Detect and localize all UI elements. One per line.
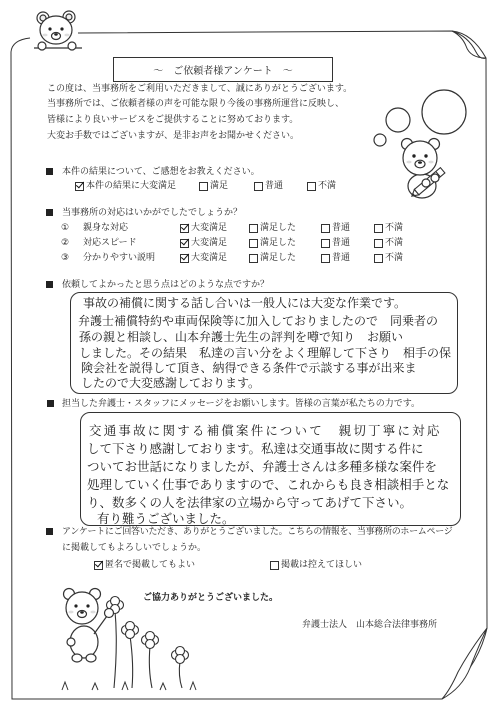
checkbox [374,254,383,263]
checkbox [249,239,258,248]
checkbox [180,254,189,263]
handwritten-line: ついてお世話になりましたが、弁護士さんは多種多様な案件を [87,459,438,474]
q2-option [249,238,296,249]
q2-heading: 当事務所の対応はいかがでしたでしょうか？ [62,208,243,218]
option-label: 満足 [210,181,229,191]
option-label: 普通 [332,238,351,248]
grass-icon [62,682,196,690]
option-label: 普通 [265,181,284,191]
q2-option [321,238,350,249]
option-label: 満足した [260,223,297,233]
q2-option [321,223,350,234]
q2-row-label: 対応スピード [83,238,137,248]
option-label: 満足した [260,253,297,263]
q4-answer-box [80,412,461,526]
section-bullet [47,400,54,407]
option-label: 不満 [385,238,404,248]
bear-with-pencil-illustration [368,86,474,204]
handwritten-line: 有り難うございました。 [97,511,235,526]
option-label: 大変満足 [191,238,228,248]
q5-option-anonymous-ok [94,560,195,571]
checkbox [75,182,84,191]
q2-option [180,238,227,249]
q1-option [199,181,228,192]
q4-heading: 担当した弁護士・スタッフにメッセージをお願いします。皆様の言葉が私たちの力です。 [62,399,421,409]
page-curl-top-right [452,31,486,58]
section-bullet [46,168,53,175]
handwritten-line: 険会社を説得して頂き、納得できる条件で示談する事が出来ま [81,361,417,375]
checkbox [180,224,189,233]
intro-line: 大変お手数ではございますが、是非お声をお聞かせください。 [47,131,300,141]
q1-heading: 本件の結果について、ご感想をお教えください。 [62,167,260,177]
firm-name: 弁護士法人 山本総合法律事務所 [302,620,438,630]
clover-stems [114,611,182,688]
section-bullet [46,281,53,288]
option-label: 大変満足 [191,223,228,233]
handwritten-line: り、数多くの人を法律家の立場から守ってあげて下さい。 [87,495,413,510]
bear-icon [64,589,114,663]
checkbox [249,224,258,233]
q5-option-decline [270,560,362,571]
q3-heading: 依頼してよかったと思う点はどのような点ですか？ [62,280,270,290]
q2-option [249,223,296,234]
section-bullet [46,209,53,216]
checkbox [249,254,258,263]
checkbox [321,239,330,248]
checkbox [321,224,330,233]
bubbles-icon [374,90,466,146]
option-label: 満足した [260,238,297,248]
q2-row-label: 分かりやすい説明 [83,253,156,263]
checkbox [199,182,208,191]
checkbox [254,182,263,191]
handwritten-line: したので大変感謝しております。 [81,376,261,390]
option-label: 本件の結果に大変満足 [86,181,177,191]
intro-line: 当事務所では、ご依頼者様の声を可能な限り今後の事務所運営に反映し、 [47,99,345,109]
option-label: 大変満足 [191,253,228,263]
q2-option [374,223,403,234]
q5-heading: アンケートにご回答いただき、ありがとうございました。こちらの情報を、当事務所のホームページ [62,527,453,537]
q2-row-label: 親身な対応 [83,223,129,233]
checkbox [321,254,330,263]
q1-option [75,181,176,192]
q2-option [321,253,350,264]
handwritten-line: して下さり感謝しております。私達は交通事故に関する件に [87,441,424,456]
closing-thanks: ご協力ありがとうございました。 [143,593,279,603]
checkbox [180,239,189,248]
option-label: 不満 [318,181,337,191]
handwritten-line: 処理していく仕事でありますので、これからも良き相談相手とな [87,477,450,492]
q3-answer-box [70,292,458,394]
option-label: 不満 [385,223,404,233]
handwritten-line: 孫の親と相談し、山本弁護士先生の評判を噂で知り お願い [79,330,404,344]
q2-row-number: ① [61,223,70,233]
option-label: 匿名で掲載してもよい [105,560,196,570]
checkbox [270,561,279,570]
q2-option [374,253,403,264]
intro-line: この度は、当事務所をご利用いただきまして、誠にありがとうございます。 [47,84,353,94]
q2-option [249,253,296,264]
page-curl-bottom-right [442,628,487,699]
option-label: 普通 [332,253,351,263]
bear-with-clovers-illustration [52,584,202,692]
q2-option [374,238,403,249]
q2-row-number: ③ [61,253,70,263]
bear-peeking-illustration [32,8,82,54]
checkbox [374,224,383,233]
q2-option [180,253,227,264]
handwritten-line: 弁護士補償特約や車両保険等に加入しておりましたので 同乗者の [78,314,439,328]
q2-row-number: ② [61,238,70,248]
section-bullet [46,528,53,535]
checkbox [307,182,316,191]
option-label: 掲載は控えてほしい [281,560,363,570]
q5-heading-continued: に掲載してもよろしいでしょうか。 [62,543,207,553]
survey-title-box [113,57,333,82]
page-title: ～ ご依頼者様アンケート ～ [153,66,293,77]
option-label: 不満 [385,253,404,263]
q2-option [180,223,227,234]
checkbox [94,561,103,570]
handwritten-line: 事故の補償に関する話し合いは一般人には大変な作業です。 [83,296,407,310]
option-label: 普通 [332,223,351,233]
handwritten-line: 交通事故に関する補償案件について 親切丁寧に対応 [89,423,442,438]
checkbox [374,239,383,248]
handwritten-line: しました。その結果 私達の言い分をよく理解して下さり 相手の保 [79,346,452,360]
intro-line: 皆様により良いサービスをご提供することに努めております。 [47,115,299,125]
clover-icon [107,597,189,664]
q1-option [307,181,336,192]
q1-option [254,181,283,192]
